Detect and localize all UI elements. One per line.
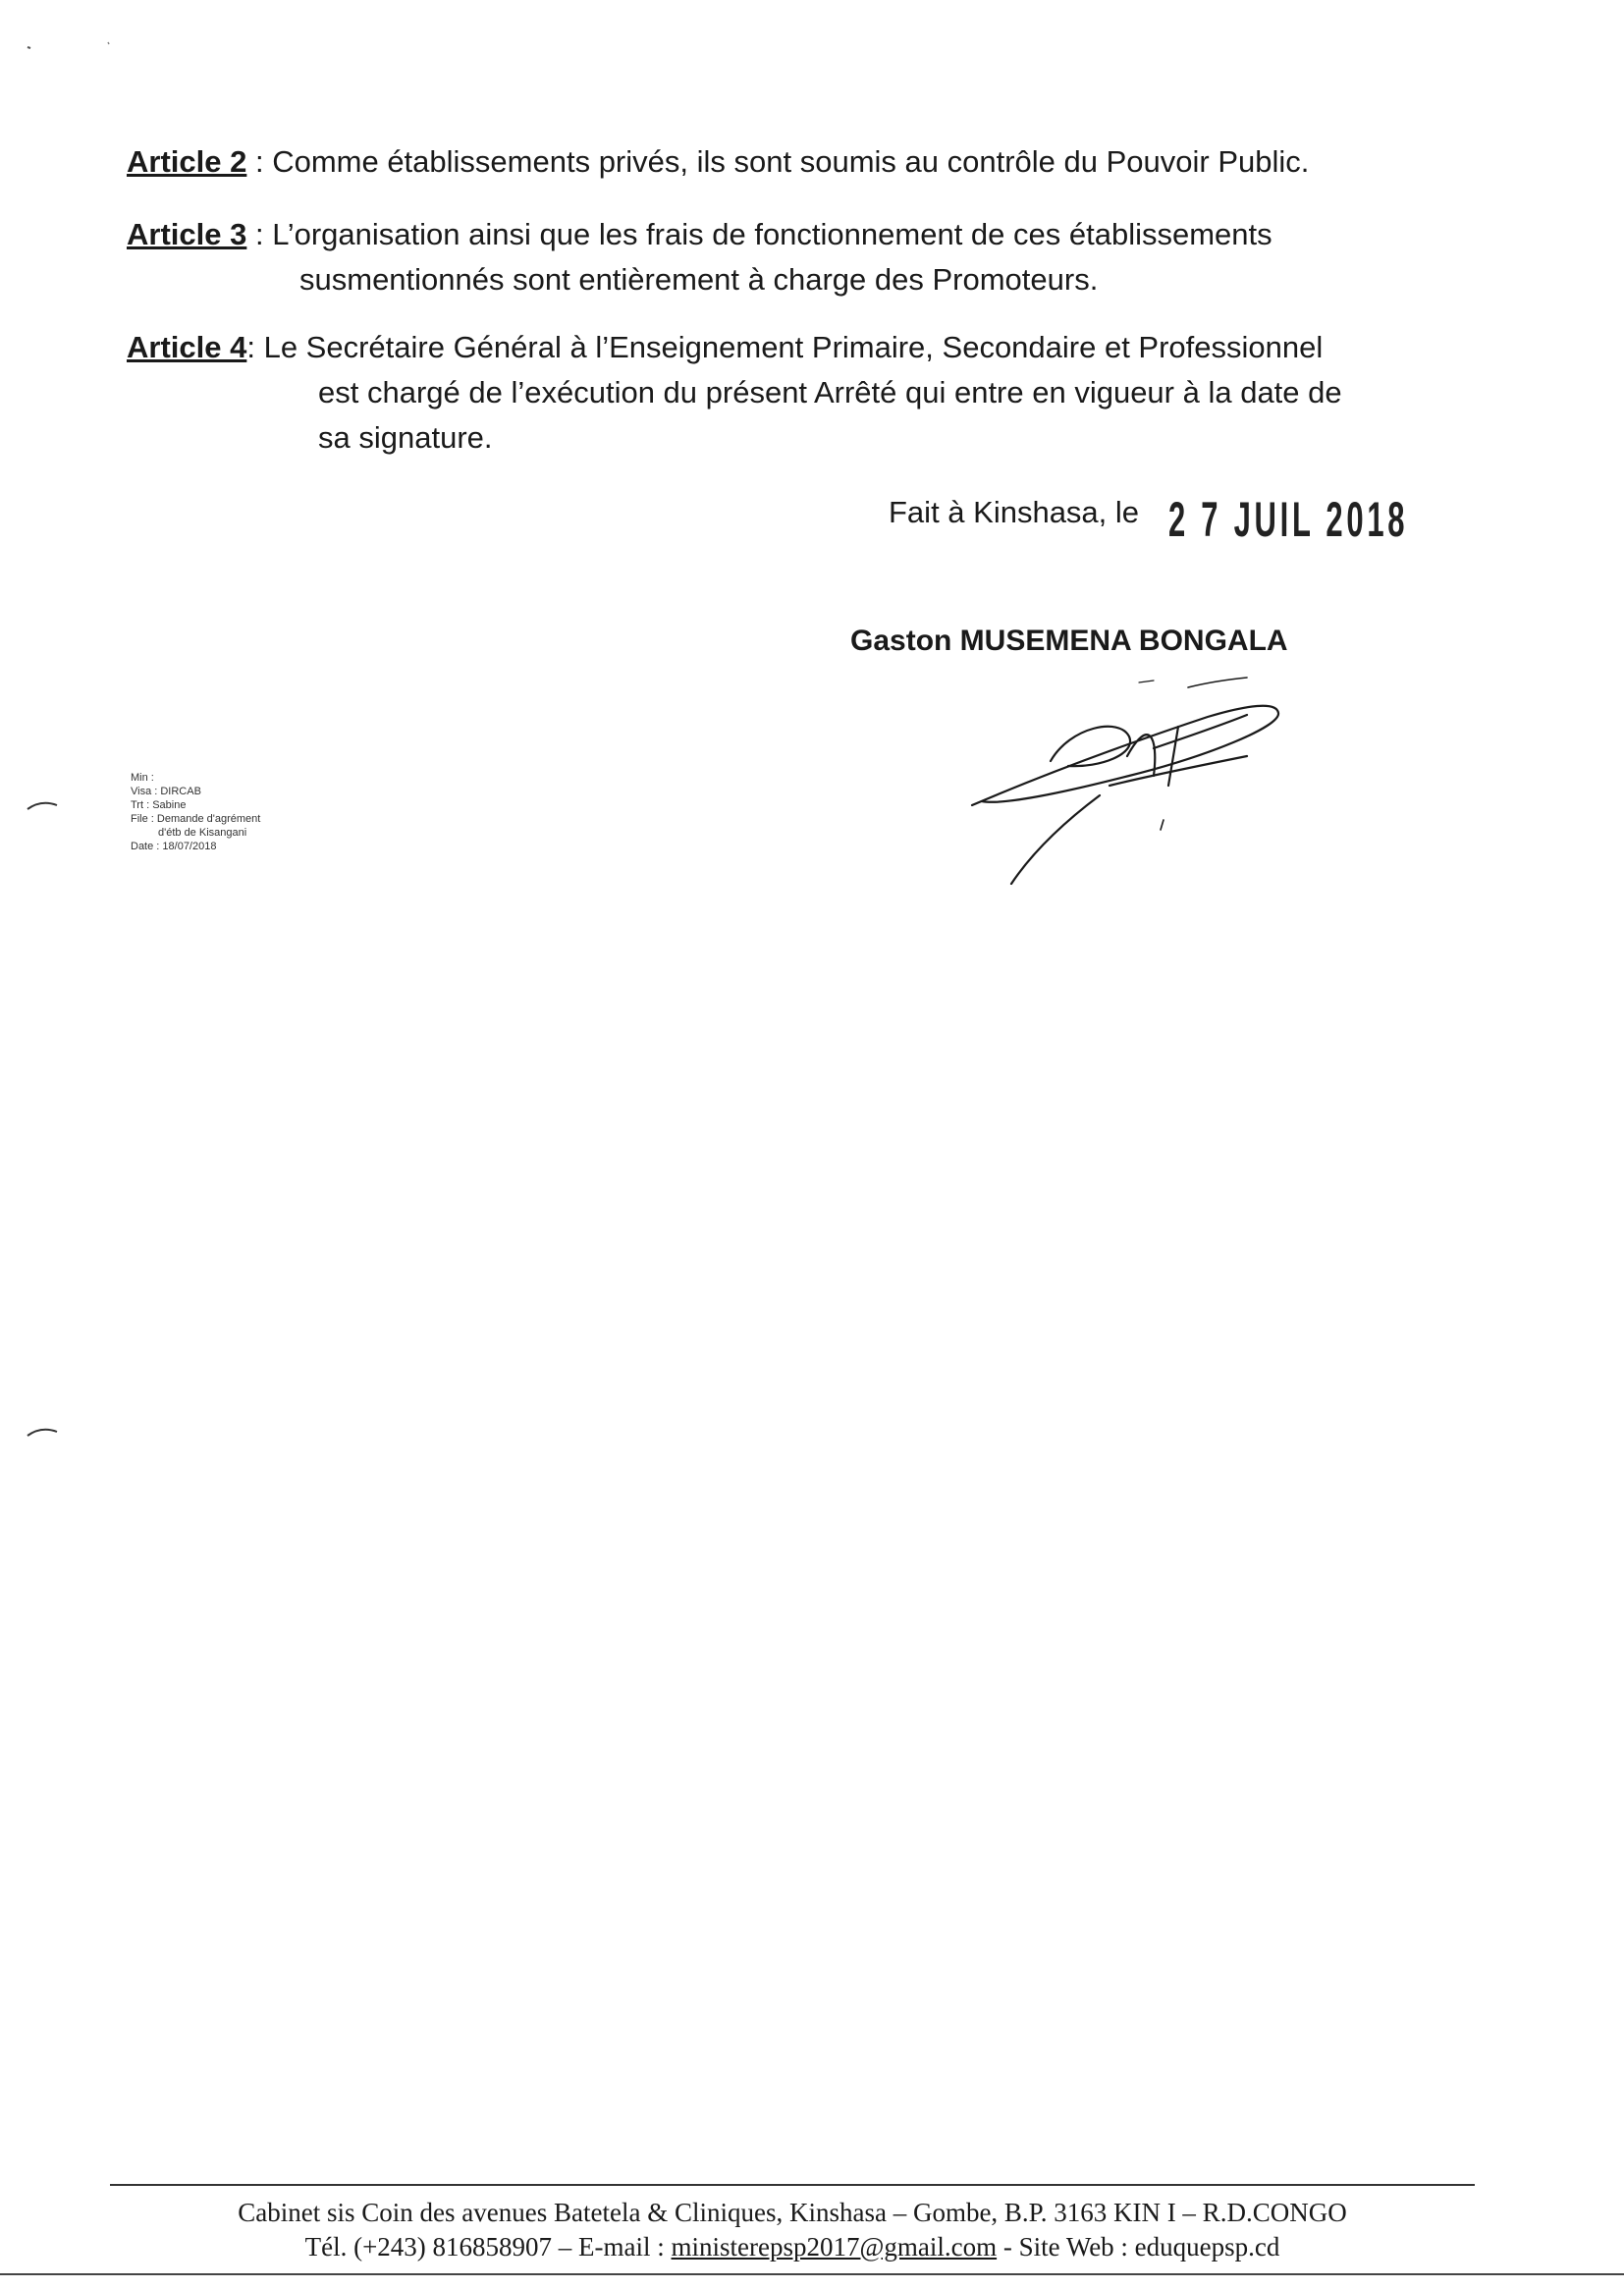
- footer-email-link[interactable]: ministerepsp2017@gmail.com: [671, 2232, 998, 2262]
- page-bottom-edge: [0, 2273, 1624, 2275]
- scan-mark-top-left: [20, 39, 118, 59]
- punch-hole-mark-upper: [26, 797, 59, 813]
- ref-date: Date : 18/07/2018: [131, 841, 217, 852]
- footer-contact: [110, 2232, 1475, 2262]
- article-4-label: Article 4: [127, 330, 247, 364]
- article-4: [127, 325, 1342, 455]
- article-3-text-line-1: L’organisation ainsi que les frais de fonctionnement de ces établissements: [272, 217, 1272, 251]
- article-2-separator: :: [246, 144, 273, 179]
- ref-trt: Trt : Sabine: [131, 799, 187, 811]
- handwritten-signature: [952, 658, 1326, 903]
- footer-address: Cabinet sis Coin des avenues Batetela & Cliniques, Kinshasa – Gombe, B.P. 3163 KIN I – R.D.CONGO: [238, 2198, 1347, 2227]
- article-4-text-line-1: Le Secrétaire Général à l’Enseignement Primaire, Secondaire et Professionnel: [263, 330, 1324, 364]
- ref-file: File : Demande d'agrément: [131, 813, 261, 825]
- footer-website: - Site Web : eduquepsp.cd: [997, 2232, 1280, 2262]
- ref-min: Min :: [131, 772, 154, 784]
- article-3-text-line-2: susmentionnés sont entièrement à charge des Promoteurs.: [299, 262, 1099, 297]
- ref-file-continued: d'étb de Kisangani: [158, 827, 247, 839]
- article-3: [127, 212, 1272, 297]
- reference-block: [131, 771, 260, 853]
- date-stamp: 2 7 JUIL 2018: [1168, 492, 1409, 547]
- article-2-label: Article 2: [127, 144, 247, 179]
- article-2: [127, 139, 1309, 185]
- article-4-text-line-3: sa signature.: [318, 420, 493, 455]
- footer-divider: [110, 2184, 1475, 2186]
- place-of-signing: Fait à Kinshasa, le: [889, 495, 1140, 529]
- signatory-name: Gaston MUSEMENA BONGALA: [850, 625, 1288, 657]
- article-3-label: Article 3: [127, 217, 247, 251]
- article-3-separator: :: [246, 217, 273, 251]
- article-2-text: Comme établissements privés, ils sont soumis au contrôle du Pouvoir Public.: [272, 144, 1310, 179]
- article-4-separator: :: [246, 330, 264, 364]
- footer-phone: Tél. (+243) 816858907 – E-mail :: [304, 2232, 672, 2262]
- punch-hole-mark-lower: [26, 1424, 59, 1440]
- ref-visa: Visa : DIRCAB: [131, 786, 201, 797]
- article-4-text-line-2: est chargé de l’exécution du présent Arrêté qui entre en vigueur à la date de: [318, 375, 1342, 409]
